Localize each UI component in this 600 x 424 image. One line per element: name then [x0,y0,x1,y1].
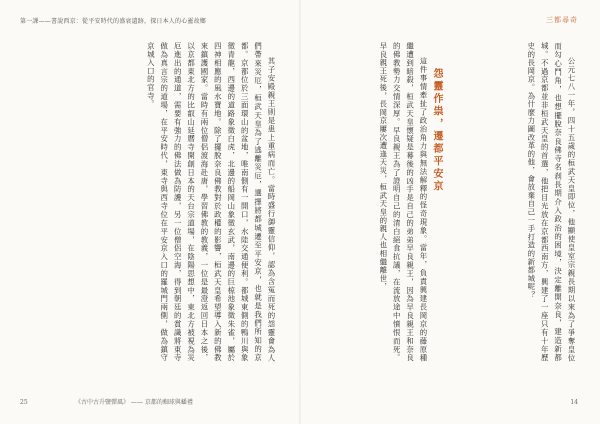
right-page-intro [443,42,578,362]
running-head-left: 第一課——書說西京：從平安時代的盛衰遺跡，探日本人的心靈故鄉 [20,18,207,25]
page-number-left: 25 [20,399,28,406]
page-gutter [299,0,301,424]
left-page-body [28,42,278,362]
body-paragraph: 這件事情牽扯了政治角力與無法解釋的怪奇現象。當年，負責興建長岡京的藤原種繼遭到暗殺，桓武天皇懷疑是幕後的凶手是自己的弟弟早良親王，因為早良親王和奈良的佛教勢力交情深厚。早良親王為了證明自己的清白絕食抗議，在流放途中憤恨而死。早良親王死後，長岡京屢次遭逢天災，桓武天皇的親人也相繼離世， [378,42,428,362]
intro-paragraph: 公元七八一年，四十五歲的桓武天皇即位，他顯使皇室宗親長期以來為了爭奪皇位而勾心鬥角，也想擺脫奈良佛寺名刹長期介入政治的困境，決定離開奈良，建造新都城。不過京都並非桓武天皇的首選，他把目光放在京都西南方，興建了一座只有十年歷史的長岡京。為什麼力圖改革的他，會放棄自己一手打造的新都城呢？ [526,42,576,362]
running-head-right: 三都尋奇 [546,16,578,24]
left-paragraph: 其子安殿親王則是患上重病而亡。當時盛行御靈信仰，認為含冤而死的怨靈會為人們帶來災厄，桓武天皇為了逃離災厄，選擇將都城遷至平安京，也就是我們所知的京都。京都位於三面環山的盆地，唯南側有一開口，水陸交通便利。都城東側的鴨川與象徵青龍，西邊的道路象徵白虎，北邊的船岡山象徵玄武，南邊的巨椋池象徵朱雀，屬於四神相應的風水寶地。除了擺脫奈良佛教對於政權的影響，桓武天皇希望導入新的佛教來鎮護國家。當時有兩位僧侶渡海赴唐，學習佛教的教義，一位是最澄返回日本之後，以京都東北方的比叡山延曆寺開創日本的天台宗道場，在陰陽思想中，東北方被視為災厄進出的通道，需要有強力的佛法做為防護，另一位僧侶空海，得到朝廷的賞識將東寺做為真言宗的道場，在平安時代，東寺與西寺位在平安京入口的羅城門兩側，做為鎮守京城入口的官寺。 [146,42,276,362]
right-page-body [320,42,430,362]
footer-title-left: 《古中古升鹽彈風》 —— 京都的蜘球與蟠禮 [75,399,193,406]
section-title: 怨靈作祟，遷都平安京 [431,68,442,193]
page-number-right: 14 [570,399,578,406]
